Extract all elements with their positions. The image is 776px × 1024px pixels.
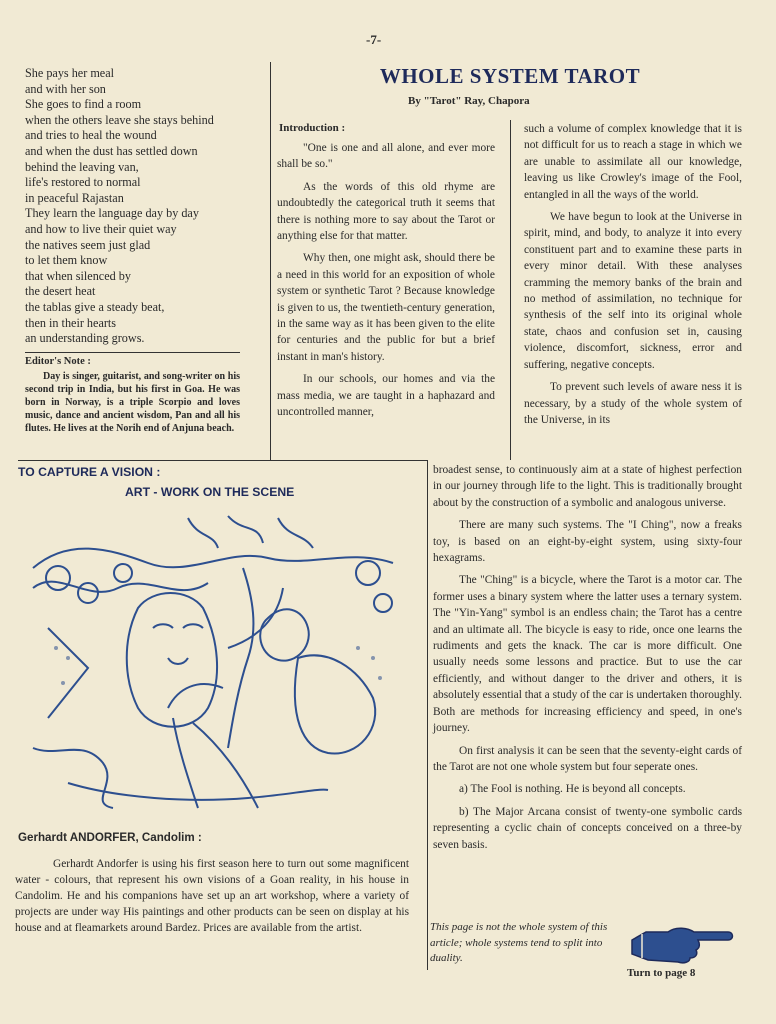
paragraph: Why then, one might ask, should there be a need in this world for an exposition of whole system or synthetic Tarot ? Because knowledge is given to us, the twentieth-century generation, in the same way as it has been given to the elite for centuries and the public for but a brief instant in man's history. <box>277 252 495 363</box>
poem-line: and tries to heal the wound <box>25 128 157 143</box>
article-column-1 <box>277 140 495 427</box>
article-column-3 <box>433 462 742 859</box>
paragraph: such a volume of complex knowledge that it is not difficult for us to reach a stage in which we are unable to assimilate all our knowledge, leaving us like Crowley's image of the Fool, entangled in all the ways of the world. <box>524 123 742 201</box>
page-number: -7- <box>366 32 382 47</box>
poem <box>25 66 245 347</box>
editors-note-title: Editor's Note : <box>25 356 91 367</box>
artist-body: Gerhardt Andorfer is using his first season here to turn out some magnificent water - colours, that represent his own visions of a Goan reality, in his house in Candolim. He and his companions have set up an art workshop, where a variety of projects are under way His paintings and other products can be seen on display at his house and at fleamarkets around Bardez. Prices are available from the artist. <box>15 858 409 935</box>
paragraph: As the words of this old rhyme are undoubtedly the categorical truth it seems that there is nothing more to say about the Tarot or anything else for that matter. <box>277 180 495 243</box>
column-divider <box>270 62 271 460</box>
editors-note-body: Day is singer, guitarist, and song-writer on his second trip in India, but his first in Goa. He was born in Norway, is a triple Scorpio and loves music, dance and ancient wisdom, Pan and all his flutes. He lives at the Norih end of Anjuna beach. <box>25 371 240 434</box>
vision-subheading: ART - WORK ON THE SCENE <box>125 485 295 499</box>
poem-line: the desert heat <box>25 284 96 299</box>
artwork-illustration <box>28 508 400 818</box>
poem-line: that when silenced by <box>25 268 131 283</box>
poem-line: when the others leave she stays behind <box>25 112 214 127</box>
paragraph: We have begun to look at the Universe in spirit, mind, and body, to analyze it into every constituent part and to examine these parts in every minor detail. With these analyses cramming the memory banks of the brain and no method of assimilation, no technique for synthesis of the self into its original whole state, chaos and confusion set in, causing violence, discomfort, sickness, error and suffering, negative concepts. <box>524 211 742 371</box>
introduction-label: Introduction : <box>279 122 346 134</box>
paragraph: a) The Fool is nothing. He is beyond all concepts. <box>459 783 686 796</box>
poem-line: an understanding grows. <box>25 331 145 346</box>
paragraph: b) The Major Arcana consist of twenty-one symbolic cards representing a cyclic chain of concepts conceived on a three-by seven basis. <box>433 805 742 851</box>
column-divider <box>510 120 511 460</box>
section-divider <box>18 460 428 461</box>
article-column-2 <box>524 121 742 434</box>
poem-line: and with her son <box>25 81 106 96</box>
paragraph: To prevent such levels of aware ness it is necessary, by a study of the whole system of the Universe, in its <box>524 381 742 426</box>
poem-line: and how to live their quiet way <box>25 221 177 236</box>
poem-line: then in their hearts <box>25 315 117 330</box>
artist-heading: Gerhardt ANDORFER, Candolim : <box>18 831 202 844</box>
paragraph: "One is one and all alone, and ever more shall be so." <box>277 142 495 171</box>
paragraph: In our schools, our homes and via the mass media, we are taught in a haphazard and uncontrolled manner, <box>277 373 495 419</box>
poem-line: She pays her meal <box>25 66 115 80</box>
note-divider <box>25 352 240 353</box>
article-byline: By "Tarot" Ray, Chapora <box>408 95 530 107</box>
pointing-hand-icon <box>628 920 736 966</box>
paragraph: The "Ching" is a bicycle, where the Tarot is a motor car. The former uses a binary system where the latter uses a ternary system. The "Yin-Yang" symbol is an endless chain; the Tarot has a centre and an ultimate all. The bicycle is easy to ride, once one learns the rudiments and gets the knack. The car is more difficult. One usually needs some lessons and practice. But to use the car efficiently, and without danger to the driver and others, it is absolutely essential that a study of the car is undertaken thoroughly. Both are methods for increasing efficiency and speed, in one's journey. <box>433 574 742 735</box>
poem-line: and when the dust has settled down <box>25 143 198 158</box>
article-title: WHOLE SYSTEM TAROT <box>379 64 641 88</box>
vision-heading: TO CAPTURE A VISION : <box>18 465 161 479</box>
poem-line: They learn the language day by day <box>25 206 199 221</box>
poem-line: life's restored to normal <box>25 175 141 190</box>
paragraph: broadest sense, to continuously aim at a state of highest perfection in our journey through life to the light. This is traditionally brought about by the construction of a symbolic and analogous universe. <box>433 464 742 509</box>
poem-line: to let them know <box>25 253 108 268</box>
poem-line: the natives seem just glad <box>25 237 151 252</box>
column-divider <box>427 460 428 970</box>
poem-line: She goes to find a room <box>25 97 142 112</box>
footer-note: This page is not the whole system of this article; whole systems tend to split into duality. <box>430 921 608 964</box>
paragraph: On first analysis it can be seen that the seventy-eight cards of the Tarot are not one whole system but four seperate ones. <box>433 744 742 773</box>
paragraph: There are many such systems. The "I Ching", now a freaks toy, is based on an eight-by-eight system, using sixty-four hexagrams. <box>433 519 742 565</box>
turn-to-page[interactable]: Turn to page 8 <box>627 967 696 979</box>
poem-line: behind the leaving van, <box>25 159 139 174</box>
poem-line: the tablas give a steady beat, <box>25 299 165 314</box>
poem-line: in peaceful Rajastan <box>25 190 124 205</box>
